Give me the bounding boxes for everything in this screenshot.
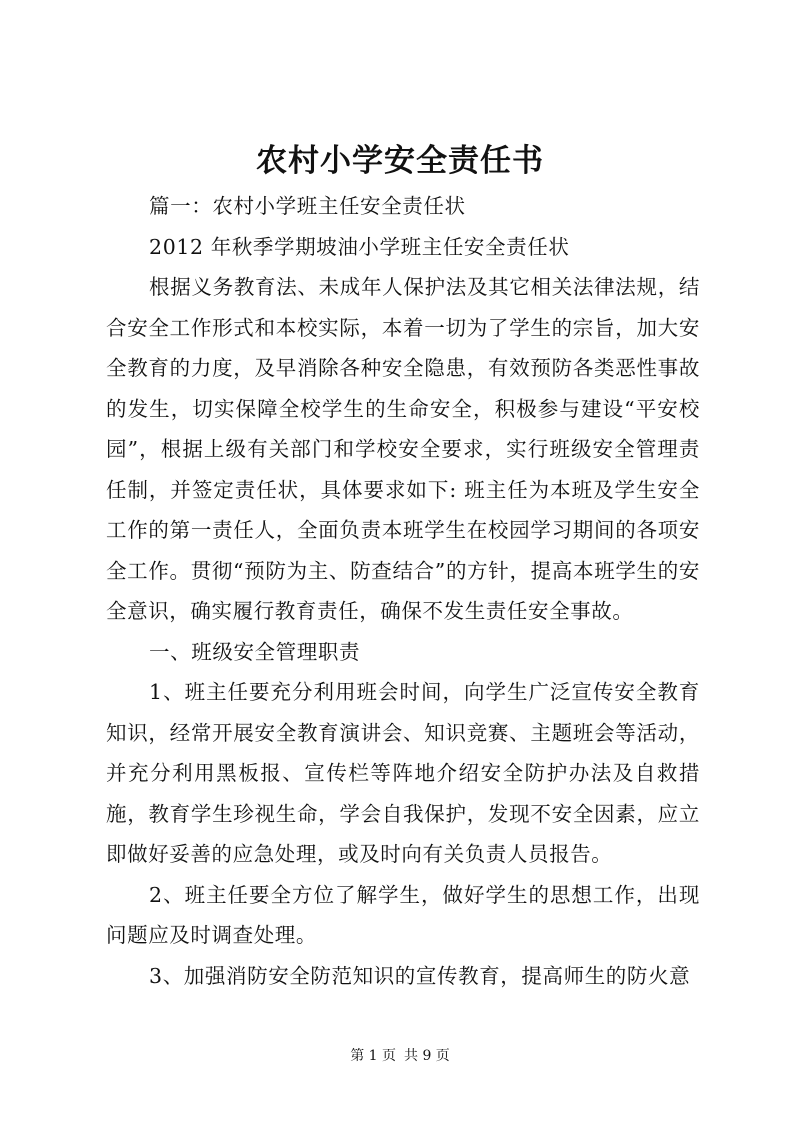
section-heading: 篇一：农村小学班主任安全责任状	[149, 194, 466, 218]
section-one-heading: 一、班级安全管理职责	[149, 639, 361, 664]
page-footer	[0, 1046, 800, 1066]
document-title: 农村小学安全责任书	[256, 143, 544, 179]
document-body	[106, 186, 700, 996]
item-3-paragraph: 3、加强消防安全防范知识的宣传教育，提高师生的防火意	[149, 963, 691, 988]
page-number: 第 1 页	[350, 1048, 396, 1064]
item-2-paragraph: 2、班主任要全方位了解学生，做好学生的思想工作，出现问题应及时调查处理。	[106, 882, 700, 947]
intro-paragraph: 根据义务教育法、未成年人保护法及其它相关法律法规，结合安全工作形式和本校实际，本着一切为了学生的宗旨，加大安全教育的力度，及早消除各种安全隐患，有效预防各类恶性事故的发生，切实保障全校学生的生命安全，积极参与建设“平安校园”，根据上级有关部门和学校安全要求，实行班级安全管理责任制，并签定责任状，具体要求如下: 班主任为本班及学生安全工作的第一责任人，全面负责本班学生在校园学习期间的各项安全工作。贯彻“预防为主、防查结合”的方针，提高本班学生的安全意识，确实履行教育责任，确保不发生责任安全事故。	[106, 275, 700, 623]
page-total: 共 9 页	[404, 1048, 450, 1064]
item-1-paragraph: 1、班主任要充分利用班会时间，向学生广泛宣传安全教育知识，经常开展安全教育演讲会、知识竞赛、主题班会等活动，并充分利用黑板报、宣传栏等阵地介绍安全防护办法及自救措施，教育学生珍视生命，学会自我保护，发现不安全因素，应立即做好妥善的应急处理，或及时向有关负责人员报告。	[106, 680, 700, 866]
subtitle: 2012 年秋季学期坡油小学班主任安全责任状	[149, 234, 570, 259]
